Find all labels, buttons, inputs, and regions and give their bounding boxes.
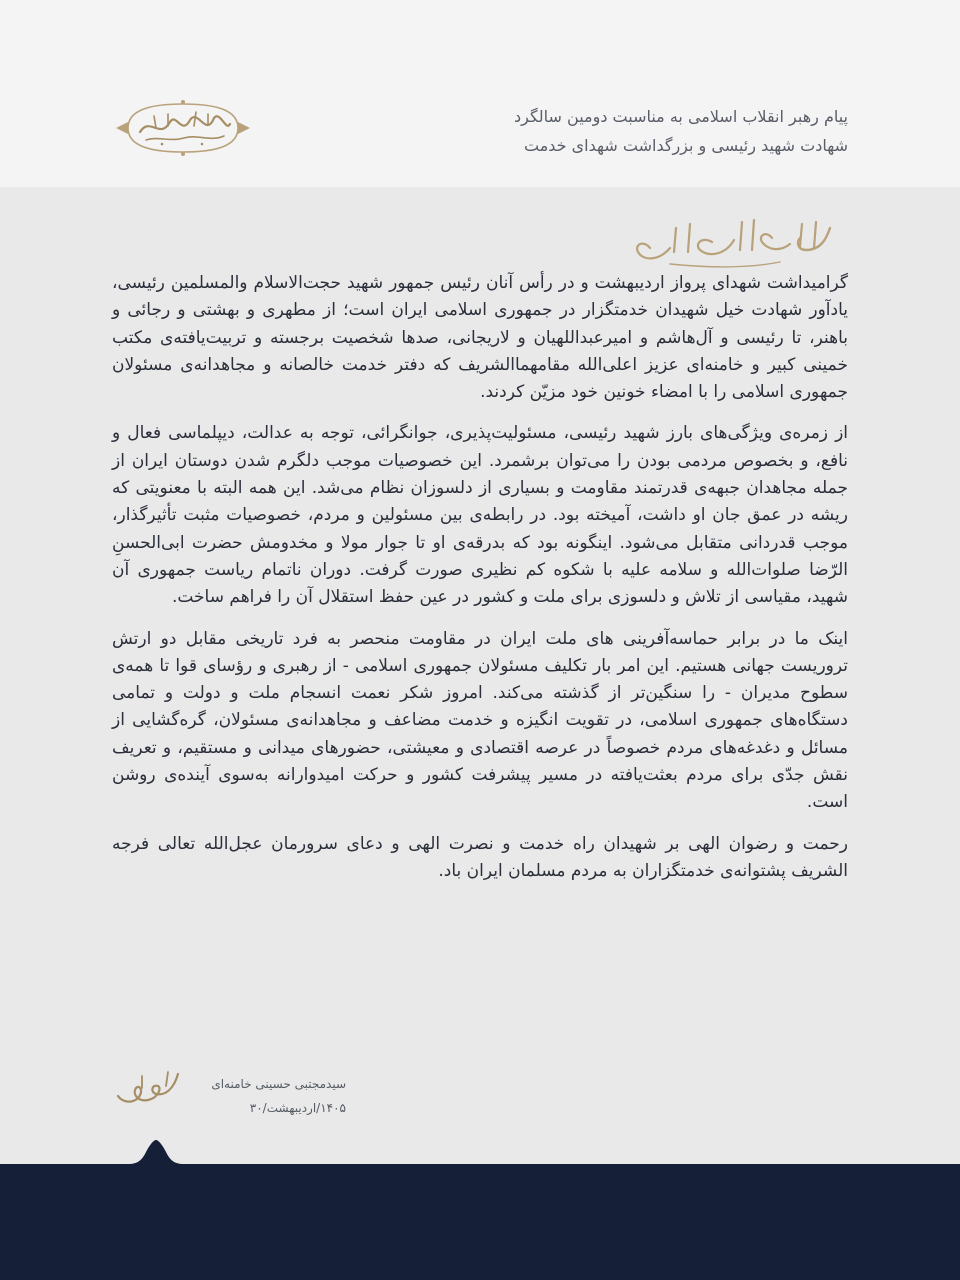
basmala-calligraphy	[630, 210, 840, 272]
header-band	[0, 0, 960, 187]
signature-date: ۱۴۰۵/اردیبهشت/۳۰	[249, 1101, 346, 1115]
footer-band	[0, 1140, 960, 1280]
signature-block	[211, 1072, 346, 1120]
letter-body	[112, 270, 848, 899]
paragraph-3: اینک ما در برابر حماسه‌آفرینی های ملت ایران در مقاومت منحصر به فرد تاریخی مقابل دو ارتش تروریست جهانی هستیم. این امر بار تکلیف مسئولان جمهوری اسلامی - از رهبری و رؤسای قوا تا همه‌ی سطوح مدیران - را سنگین‌تر از گذشته می‌کند. امروز شکر نعمت انسجام ملت و دولت و تمامی دستگاه‌های جمهوری اسلامی، در تقویت انگیزه و خدمت مضاعف و مجاهدانه‌ی مسئولان، گره‌گشایی از مسائل و دغدغه‌های مردم خصوصاً در عرصه اقتصادی و معیشتی، حضورهای میدانی و مستقیم، و تعریف نقش جدّی برای مردم بعثت‌یافته در مسیر پیشرفت کشور و حرکت امیدوارانه به‌سوی آینده‌ی روشن است.	[112, 628, 848, 813]
handwritten-signature	[112, 1066, 184, 1108]
paragraph-2: از زمره‌ی ویژگی‌های بارز شهید رئیسی، مسئولیت‌پذیری، جوانگرائی، توجه به عدالت، دیپلماسی فعال و نافع، و بخصوص مردمی بودن را می‌توان برشمرد. این خصوصیات موجب دلگرم شدن دوستان ایران از جمله مجاهدان جبهه‌ی قدرتمند مقاومت و بسیاری از دلسوزان نظام می‌شد. این همه البته با معنویتی که ریشه در عمق جان او داشت، آمیخته بود. در رابطه‌ی بین مسئولین و مردم، خصوصیات مثبت تأثیرگذار، موجب قدردانی متقابل می‌شود. اینگونه بود که بدرقه‌ی او تا جوار مولا و مخدومش حضرت ابی‌الحسنِ الرّضا صلوات‌الله و سلامه علیه با شکوه کم نظیری صورت گرفت. دوران ناتمام ریاست جمهوری آن شهید، مقیاسی از تلاش و دلسوزی برای ملت و کشور در عین حفظ استقلال آن را فراهم ساخت.	[112, 423, 848, 608]
signatory-name: سیدمجتبی حسینی خامنه‌ای	[211, 1077, 346, 1091]
paragraph-4: رحمت و رضوان الهی بر شهیدان راه خدمت و نصرت الهی و دعای سرورمان عجل‌الله تعالی فرجه الشریف پشتوانه‌ی خدمتگزاران به مردم مسلمان ایران باد.	[112, 833, 848, 881]
message-title-line-1: پیام رهبر انقلاب اسلامی به مناسبت دومین سالگرد	[513, 107, 848, 126]
message-title	[428, 102, 848, 160]
paragraph-1: گرامیداشت شهدای پرواز اردیبهشت و در رأس آنان رئیس جمهور شهید حجت‌الاسلام والمسلمین رئیسی، یادآور شهادت خیل شهیدان خدمتگزار در جمهوری اسلامی ایران است؛ از مطهری و بهشتی و رجائی و باهنر، تا رئیسی و آل‌هاشم و امیرعبداللهیان و لاریجانی، صدها شخصیت برجسته و تربیت‌یافته‌ی مکتب خمینی کبیر و خامنه‌ای عزیز اعلی‌الله مقامهماالشریف که دفتر خدمت خالصانه و مجاهدانه‌ی مسئولان جمهوری اسلامی را با امضاء خونین خود مزیّن کردند.	[112, 273, 848, 403]
leader-seal-logo	[110, 96, 256, 160]
message-title-line-2: شهادت شهید رئیسی و بزرگداشت شهدای خدمت	[523, 136, 848, 155]
